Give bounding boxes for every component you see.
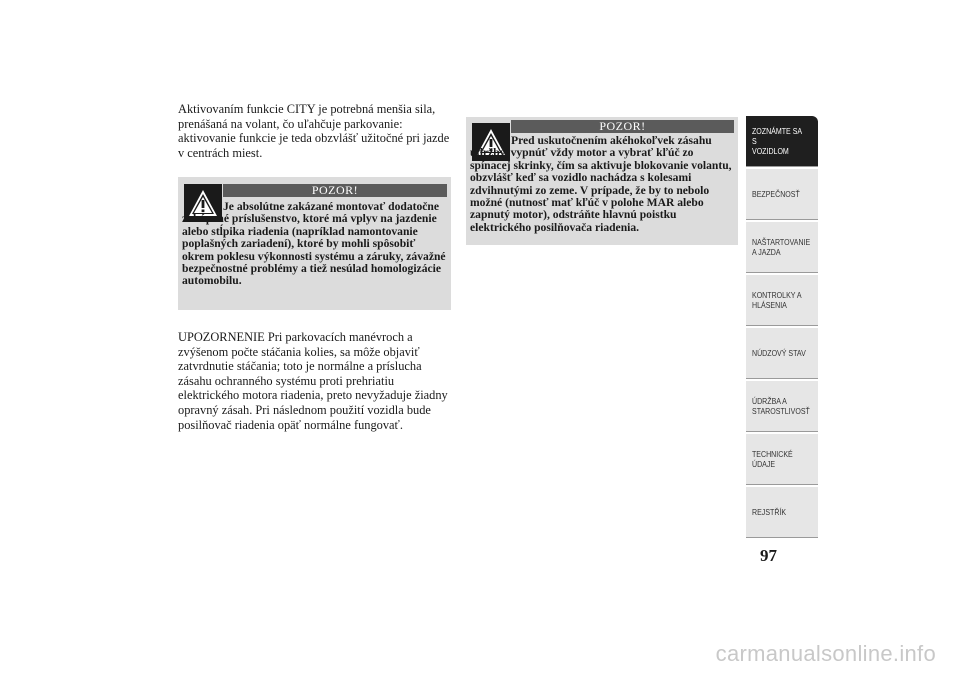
- tab-label: TECHNICKÉ ÚDAJE: [752, 449, 793, 469]
- warning-heading: POZOR!: [511, 120, 734, 133]
- page-number: 97: [760, 546, 777, 565]
- watermark: carmanualsonline.info: [715, 641, 936, 666]
- notice-paragraph: UPOZORNENIE Pri parkovacích manévroch a zvýšenom počte stáčania kolies, sa môže objaviť zatvrdnutie stáčania; toto je normálne a príslucha zásahu ochranného systému proti prehriatiu elektrického motora riadenia, preto nevyžaduje žiadny opravný zásah. Pri následnom použití vozidla bude posilňovač riadenia opäť normálne fungovať.: [178, 330, 448, 432]
- tab-index[interactable]: [746, 487, 818, 538]
- tab-label: KONTROLKY A HLÁSENIA: [752, 290, 802, 310]
- tab-safety[interactable]: [746, 169, 818, 220]
- warning-box-accessories: [178, 177, 451, 310]
- tab-label: NÚDZOVÝ STAV: [752, 348, 806, 358]
- tab-label: BEZPEČNOSŤ: [752, 189, 800, 199]
- warning-text: Je absolútne zakázané montovať dodatočne zakúpené príslušenstvo, ktoré má vplyv na jazdenie alebo stĺpika riadenia (napríklad namontovanie poplašných zariadení), ktoré by mohli spôsobiť okrem poklesu výkonnosti systému a záruky, závažné bezpečnostné problémy a tiež nesúlad homologizácie automobilu.: [182, 200, 446, 288]
- intro-paragraph: Aktivovaním funkcie CITY je potrebná menšia sila, prenášaná na volant, čo uľahčuje parkovanie: aktivovanie funkcie je teda obzvlášť užitočné pri jazde v centrách miest.: [178, 102, 450, 160]
- tab-label: ZOZNÁMTE SA S VOZIDLOM: [752, 126, 802, 156]
- tab-vehicle[interactable]: [746, 116, 818, 167]
- warning-box-maintenance: [466, 117, 738, 245]
- tab-technical-data[interactable]: [746, 434, 818, 485]
- chapter-tabs: [746, 116, 819, 546]
- tab-label: REJSTŘÍK: [752, 507, 787, 517]
- tab-label: ÚDRŽBA A STAROSTLIVOSŤ: [752, 396, 810, 416]
- warning-heading: POZOR!: [223, 184, 447, 197]
- tab-emergency[interactable]: [746, 328, 818, 379]
- warning-text: Pred uskutočnením akéhokoľvek zásahu údržby, vypnúť vždy motor a vybrať kľúč zo spínacej skrinky, čím sa aktivuje blokovanie volantu, obzvlášť keď sa vozidlo nachádza s kolesami zdvihnutými zo zeme. V prípade, že by to nebolo možné (nutnosť mať kľúč v polohe MAR alebo zapnutý motor), odstráňte hlavnú poistku elektrického posilňovača riadenia.: [470, 134, 732, 234]
- tab-maintenance[interactable]: [746, 381, 818, 432]
- tab-label: NAŠTARTOVANIE A JAZDA: [752, 237, 811, 257]
- tab-starting-driving[interactable]: [746, 222, 818, 273]
- tab-warning-lights[interactable]: [746, 275, 818, 326]
